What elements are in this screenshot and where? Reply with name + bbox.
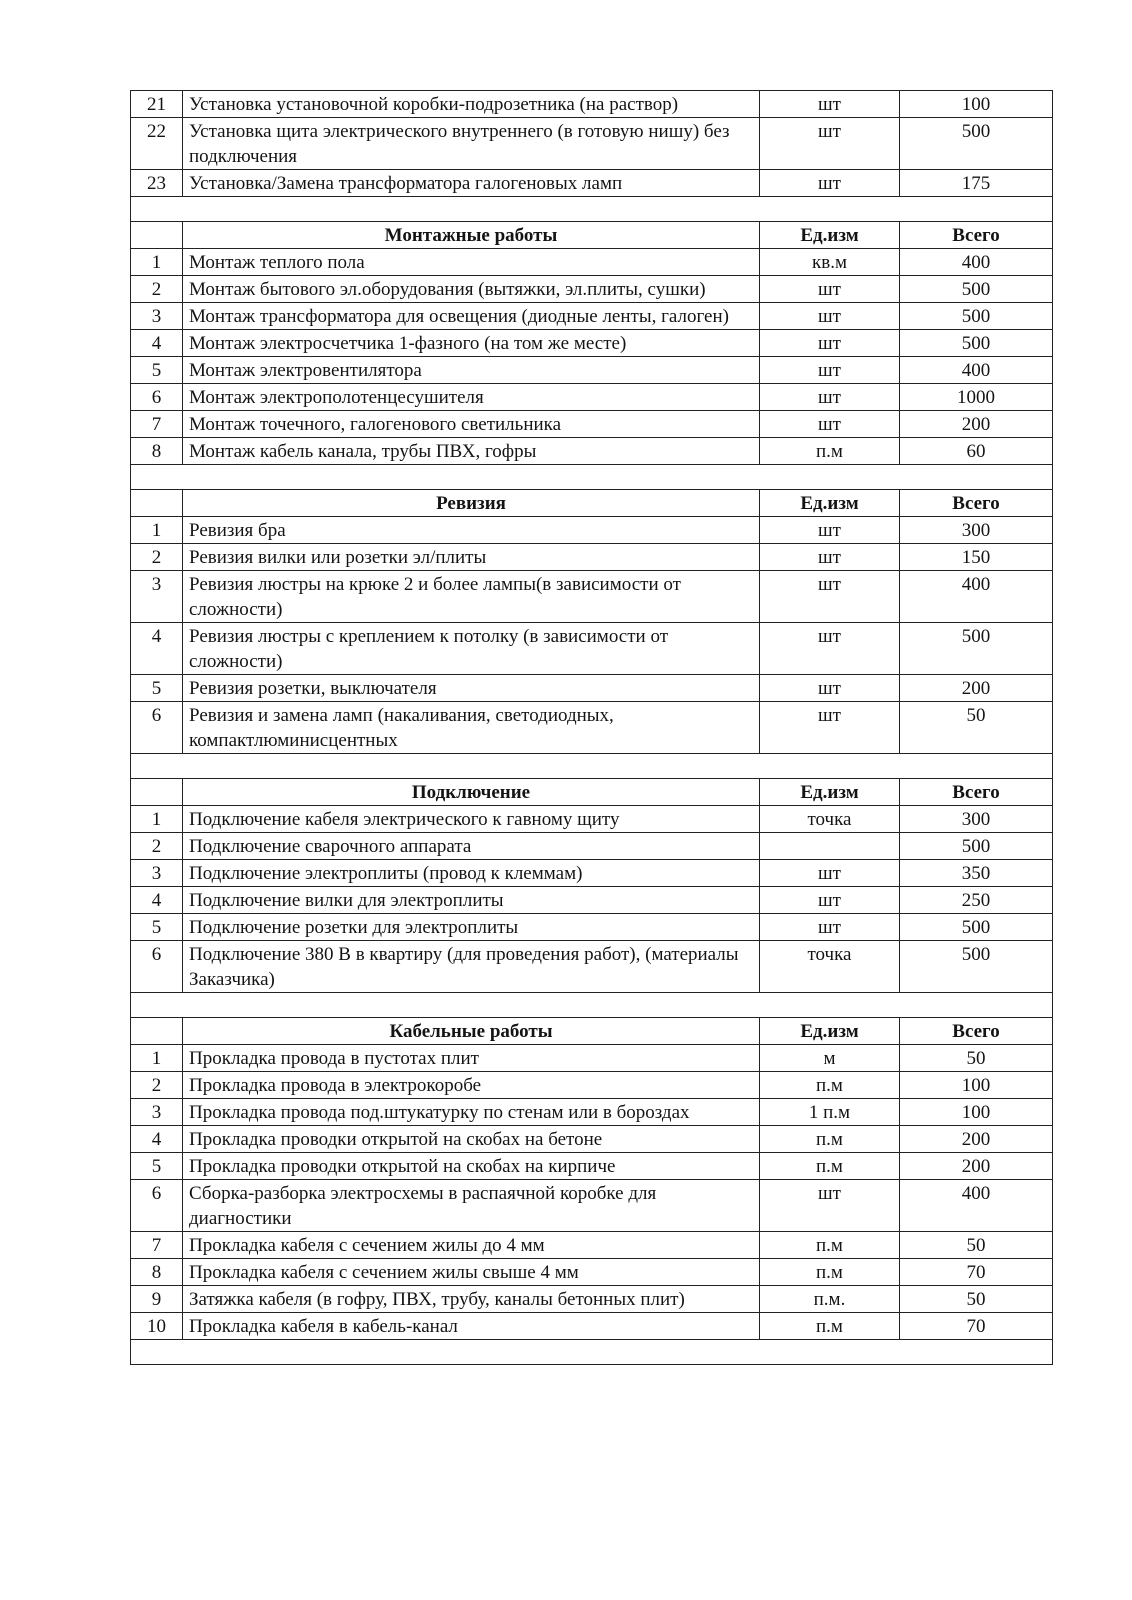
row-unit: шт xyxy=(760,170,900,197)
table-row xyxy=(131,276,1053,303)
table-row xyxy=(131,1126,1053,1153)
row-number: 10 xyxy=(131,1313,183,1340)
row-work-name: Монтаж бытового эл.оборудования (вытяжки, эл.плиты, сушки) xyxy=(183,276,760,303)
total-column-header: Всего xyxy=(900,222,1053,249)
section-spacer-row xyxy=(131,754,1053,779)
row-total: 200 xyxy=(900,1153,1053,1180)
table-row xyxy=(131,833,1053,860)
table-row xyxy=(131,1045,1053,1072)
row-number: 3 xyxy=(131,1099,183,1126)
row-total: 50 xyxy=(900,702,1053,754)
row-number: 3 xyxy=(131,860,183,887)
row-work-name: Прокладка кабеля с сечением жилы до 4 мм xyxy=(183,1232,760,1259)
unit-column-header: Ед.изм xyxy=(760,779,900,806)
row-number: 5 xyxy=(131,357,183,384)
section-header-row xyxy=(131,490,1053,517)
row-number: 5 xyxy=(131,675,183,702)
table-row xyxy=(131,170,1053,197)
spacer-cell xyxy=(131,993,1053,1018)
row-work-name: Подключение вилки для электроплиты xyxy=(183,887,760,914)
row-number: 6 xyxy=(131,1180,183,1232)
total-column-header: Всего xyxy=(900,490,1053,517)
price-table xyxy=(130,90,1053,1365)
row-work-name: Прокладка провода под.штукатурку по стенам или в бороздах xyxy=(183,1099,760,1126)
row-number: 2 xyxy=(131,833,183,860)
row-total: 500 xyxy=(900,330,1053,357)
row-unit: шт xyxy=(760,384,900,411)
row-work-name: Подключение розетки для электроплиты xyxy=(183,914,760,941)
row-number: 8 xyxy=(131,1259,183,1286)
row-number: 4 xyxy=(131,887,183,914)
row-number: 4 xyxy=(131,330,183,357)
table-row xyxy=(131,303,1053,330)
row-work-name: Прокладка провода в пустотах плит xyxy=(183,1045,760,1072)
section-header-row xyxy=(131,222,1053,249)
total-column-header: Всего xyxy=(900,1018,1053,1045)
section-num-header xyxy=(131,490,183,517)
price-table-body xyxy=(131,91,1053,1365)
section-spacer-row xyxy=(131,465,1053,490)
row-total: 200 xyxy=(900,675,1053,702)
row-total: 500 xyxy=(900,623,1053,675)
row-unit: п.м xyxy=(760,1313,900,1340)
table-end-row xyxy=(131,1340,1053,1365)
table-row xyxy=(131,411,1053,438)
section-num-header xyxy=(131,222,183,249)
row-total: 300 xyxy=(900,806,1053,833)
section-num-header xyxy=(131,779,183,806)
row-unit: шт xyxy=(760,276,900,303)
row-unit xyxy=(760,833,900,860)
row-unit: шт xyxy=(760,860,900,887)
row-work-name: Ревизия люстры на крюке 2 и более лампы(в зависимости от сложности) xyxy=(183,571,760,623)
row-work-name: Сборка-разборка электросхемы в распаячной коробке для диагностики xyxy=(183,1180,760,1232)
row-work-name: Монтаж кабель канала, трубы ПВХ, гофры xyxy=(183,438,760,465)
table-row xyxy=(131,941,1053,993)
table-row xyxy=(131,571,1053,623)
row-total: 500 xyxy=(900,303,1053,330)
row-unit: п.м xyxy=(760,438,900,465)
row-total: 100 xyxy=(900,1072,1053,1099)
row-total: 175 xyxy=(900,170,1053,197)
table-row xyxy=(131,887,1053,914)
row-work-name: Ревизия бра xyxy=(183,517,760,544)
row-unit: п.м xyxy=(760,1232,900,1259)
table-row xyxy=(131,1232,1053,1259)
row-number: 6 xyxy=(131,384,183,411)
row-work-name: Подключение электроплиты (провод к клеммам) xyxy=(183,860,760,887)
table-row xyxy=(131,357,1053,384)
row-total: 400 xyxy=(900,571,1053,623)
row-unit: точка xyxy=(760,806,900,833)
row-work-name: Подключение кабеля электрического к гавному щиту xyxy=(183,806,760,833)
row-total: 100 xyxy=(900,91,1053,118)
table-row xyxy=(131,517,1053,544)
table-row xyxy=(131,384,1053,411)
row-work-name: Установка установочной коробки-подрозетника (на раствор) xyxy=(183,91,760,118)
row-work-name: Монтаж электровентилятора xyxy=(183,357,760,384)
table-row xyxy=(131,249,1053,276)
row-work-name: Ревизия и замена ламп (накаливания, светодиодных, компактлюминисцентных xyxy=(183,702,760,754)
table-row xyxy=(131,623,1053,675)
total-column-header: Всего xyxy=(900,779,1053,806)
row-total: 500 xyxy=(900,941,1053,993)
row-unit: шт xyxy=(760,675,900,702)
row-total: 50 xyxy=(900,1286,1053,1313)
row-total: 60 xyxy=(900,438,1053,465)
table-row xyxy=(131,702,1053,754)
table-row xyxy=(131,118,1053,170)
row-work-name: Установка/Замена трансформатора галогеновых ламп xyxy=(183,170,760,197)
section-title: Ревизия xyxy=(183,490,760,517)
table-row xyxy=(131,91,1053,118)
table-row xyxy=(131,544,1053,571)
row-work-name: Установка щита электрического внутреннего (в готовую нишу) без подключения xyxy=(183,118,760,170)
row-work-name: Монтаж теплого пола xyxy=(183,249,760,276)
row-unit: шт xyxy=(760,118,900,170)
row-number: 23 xyxy=(131,170,183,197)
table-row xyxy=(131,1099,1053,1126)
row-total: 500 xyxy=(900,276,1053,303)
row-number: 21 xyxy=(131,91,183,118)
row-total: 300 xyxy=(900,517,1053,544)
row-work-name: Монтаж трансформатора для освещения (диодные ленты, галоген) xyxy=(183,303,760,330)
table-row xyxy=(131,1286,1053,1313)
row-total: 400 xyxy=(900,357,1053,384)
table-row xyxy=(131,675,1053,702)
row-work-name: Прокладка кабеля в кабель-канал xyxy=(183,1313,760,1340)
row-work-name: Подключение 380 В в квартиру (для проведения работ), (материалы Заказчика) xyxy=(183,941,760,993)
row-number: 6 xyxy=(131,702,183,754)
table-row xyxy=(131,1259,1053,1286)
row-unit: шт xyxy=(760,330,900,357)
unit-column-header: Ед.изм xyxy=(760,222,900,249)
row-unit: шт xyxy=(760,914,900,941)
section-title: Монтажные работы xyxy=(183,222,760,249)
row-unit: шт xyxy=(760,887,900,914)
row-number: 4 xyxy=(131,1126,183,1153)
row-work-name: Монтаж электрополотенцесушителя xyxy=(183,384,760,411)
row-work-name: Прокладка провода в электрокоробе xyxy=(183,1072,760,1099)
row-total: 70 xyxy=(900,1313,1053,1340)
section-title: Кабельные работы xyxy=(183,1018,760,1045)
section-spacer-row xyxy=(131,197,1053,222)
row-number: 22 xyxy=(131,118,183,170)
table-row xyxy=(131,1180,1053,1232)
row-number: 2 xyxy=(131,276,183,303)
row-number: 2 xyxy=(131,1072,183,1099)
row-unit: шт xyxy=(760,1180,900,1232)
section-header-row xyxy=(131,779,1053,806)
row-unit: шт xyxy=(760,517,900,544)
table-row xyxy=(131,1072,1053,1099)
row-unit: п.м xyxy=(760,1072,900,1099)
row-number: 1 xyxy=(131,517,183,544)
row-total: 500 xyxy=(900,118,1053,170)
row-unit: шт xyxy=(760,571,900,623)
row-work-name: Прокладка проводки открытой на скобах на бетоне xyxy=(183,1126,760,1153)
row-total: 50 xyxy=(900,1045,1053,1072)
row-work-name: Затяжка кабеля (в гофру, ПВХ, трубу, каналы бетонных плит) xyxy=(183,1286,760,1313)
section-header-row xyxy=(131,1018,1053,1045)
row-unit: точка xyxy=(760,941,900,993)
row-number: 3 xyxy=(131,303,183,330)
row-total: 150 xyxy=(900,544,1053,571)
row-work-name: Прокладка проводки открытой на скобах на кирпиче xyxy=(183,1153,760,1180)
row-total: 1000 xyxy=(900,384,1053,411)
table-row xyxy=(131,1153,1053,1180)
row-total: 200 xyxy=(900,1126,1053,1153)
row-work-name: Ревизия розетки, выключателя xyxy=(183,675,760,702)
row-total: 500 xyxy=(900,914,1053,941)
row-unit: п.м xyxy=(760,1126,900,1153)
row-number: 5 xyxy=(131,1153,183,1180)
row-unit: п.м. xyxy=(760,1286,900,1313)
row-number: 7 xyxy=(131,1232,183,1259)
row-work-name: Монтаж точечного, галогенового светильника xyxy=(183,411,760,438)
table-row xyxy=(131,438,1053,465)
table-row xyxy=(131,330,1053,357)
row-total: 100 xyxy=(900,1099,1053,1126)
section-title: Подключение xyxy=(183,779,760,806)
table-row xyxy=(131,1313,1053,1340)
unit-column-header: Ед.изм xyxy=(760,1018,900,1045)
row-number: 3 xyxy=(131,571,183,623)
spacer-cell xyxy=(131,465,1053,490)
row-number: 7 xyxy=(131,411,183,438)
row-number: 1 xyxy=(131,249,183,276)
row-total: 50 xyxy=(900,1232,1053,1259)
table-row xyxy=(131,806,1053,833)
row-number: 1 xyxy=(131,806,183,833)
row-unit: шт xyxy=(760,702,900,754)
row-unit: 1 п.м xyxy=(760,1099,900,1126)
table-row xyxy=(131,860,1053,887)
row-total: 400 xyxy=(900,249,1053,276)
row-total: 200 xyxy=(900,411,1053,438)
spacer-cell xyxy=(131,197,1053,222)
row-unit: шт xyxy=(760,411,900,438)
row-unit: кв.м xyxy=(760,249,900,276)
row-work-name: Прокладка кабеля с сечением жилы свыше 4 мм xyxy=(183,1259,760,1286)
spacer-cell xyxy=(131,1340,1053,1365)
row-work-name: Монтаж электросчетчика 1-фазного (на том же месте) xyxy=(183,330,760,357)
row-work-name: Подключение сварочного аппарата xyxy=(183,833,760,860)
row-unit: шт xyxy=(760,91,900,118)
section-num-header xyxy=(131,1018,183,1045)
table-row xyxy=(131,914,1053,941)
row-unit: шт xyxy=(760,303,900,330)
row-total: 250 xyxy=(900,887,1053,914)
row-number: 9 xyxy=(131,1286,183,1313)
row-unit: п.м xyxy=(760,1153,900,1180)
row-number: 1 xyxy=(131,1045,183,1072)
row-total: 400 xyxy=(900,1180,1053,1232)
row-number: 4 xyxy=(131,623,183,675)
row-unit: шт xyxy=(760,544,900,571)
row-unit: шт xyxy=(760,623,900,675)
row-unit: м xyxy=(760,1045,900,1072)
row-total: 70 xyxy=(900,1259,1053,1286)
row-number: 8 xyxy=(131,438,183,465)
row-number: 6 xyxy=(131,941,183,993)
row-work-name: Ревизия люстры с креплением к потолку (в зависимости от сложности) xyxy=(183,623,760,675)
spacer-cell xyxy=(131,754,1053,779)
unit-column-header: Ед.изм xyxy=(760,490,900,517)
section-spacer-row xyxy=(131,993,1053,1018)
row-work-name: Ревизия вилки или розетки эл/плиты xyxy=(183,544,760,571)
row-number: 2 xyxy=(131,544,183,571)
row-total: 500 xyxy=(900,833,1053,860)
row-total: 350 xyxy=(900,860,1053,887)
row-unit: п.м xyxy=(760,1259,900,1286)
row-unit: шт xyxy=(760,357,900,384)
row-number: 5 xyxy=(131,914,183,941)
